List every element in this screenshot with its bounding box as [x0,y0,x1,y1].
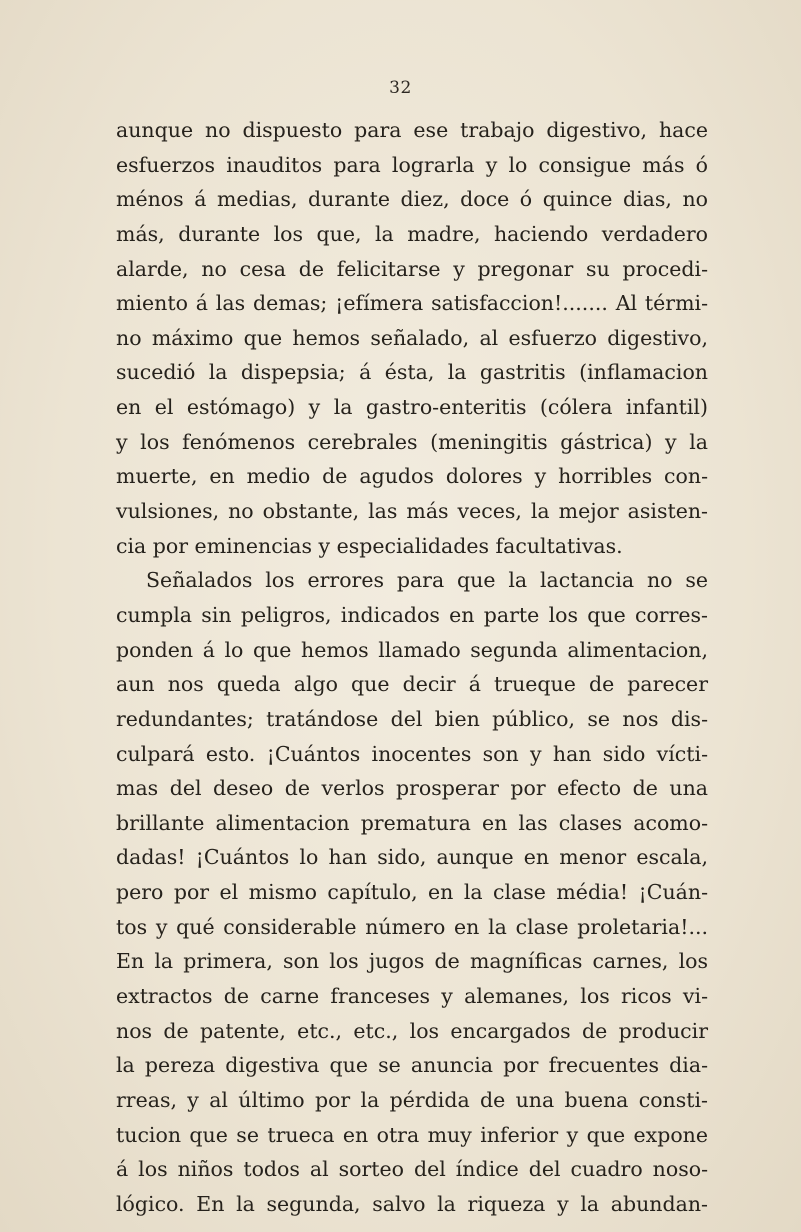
text-line: culpará esto. ¡Cuántos inocentes son y han sido vícti- [116,741,708,766]
text-line: nos de patente, etc., etc., los encargados de producir [116,1018,708,1043]
text-line: redundantes; tratándose del bien público, se nos dis- [116,706,708,731]
text-line: cia por eminencias y especialidades facultativas. [116,533,623,558]
text-line: vulsiones, no obstante, las más veces, la mejor asisten- [116,499,708,524]
text-line: rreas, y al último por la pérdida de una buena consti- [116,1087,708,1112]
text-line: aun nos queda algo que decir á trueque de parecer [116,672,708,697]
text-line: aunque no dispuesto para ese trabajo digestivo, hace [116,118,708,142]
text-line: sucedió la dispepsia; á ésta, la gastritis (inflamacion [116,360,708,385]
text-line: más, durante los que, la madre, haciendo verdadero [116,221,708,246]
text-line: tucion que se trueca en otra muy inferior y que expone [116,1122,708,1147]
text-line: ponden á lo que hemos llamado segunda alimentacion, [116,637,708,662]
text-line: esfuerzos inauditos para lograrla y lo consigue más ó [116,152,708,177]
text-line: tos y qué considerable número en la clase proletaria!... [116,914,708,939]
text-line: Señalados los errores para que la lactancia no se [146,568,708,593]
text-line: muerte, en medio de agudos dolores y horribles con- [116,464,708,489]
text-line: no máximo que hemos señalado, al esfuerzo digestivo, [116,325,708,350]
text-line: dadas! ¡Cuántos lo han sido, aunque en menor escala, [116,845,708,870]
text-line: cumpla sin peligros, indicados en parte los que corres- [116,602,708,627]
text-line: en el estómago) y la gastro-enteritis (cólera infantil) [116,395,708,420]
text-line: extractos de carne franceses y alemanes, los ricos vi- [116,984,708,1009]
text-line: miento á las demas; ¡efímera satisfaccion!....... Al térmi- [116,291,708,316]
text-line: En la primera, son los jugos de magníficas carnes, los [116,949,708,974]
text-line: lógico. En la segunda, salvo la riqueza y la abundan- [116,1191,708,1216]
text-line: pero por el mismo capítulo, en la clase média! ¡Cuán- [116,880,708,905]
text-line: la pereza digestiva que se anuncia por frecuentes dia- [116,1053,708,1078]
body-text [116,113,708,1222]
page-number: 32 [389,78,412,98]
text-line: ménos á medias, durante diez, doce ó quince dias, no [116,187,708,212]
text-line: mas del deseo de verlos prosperar por efecto de una [116,776,708,801]
text-line: á los niños todos al sorteo del índice del cuadro noso- [116,1157,708,1182]
text-line: brillante alimentacion prematura en las clases acomo- [116,810,708,835]
text-line: y los fenómenos cerebrales (meningitis gástrica) y la [116,429,708,454]
text-line: alarde, no cesa de felicitarse y pregonar su procedi- [116,256,708,281]
